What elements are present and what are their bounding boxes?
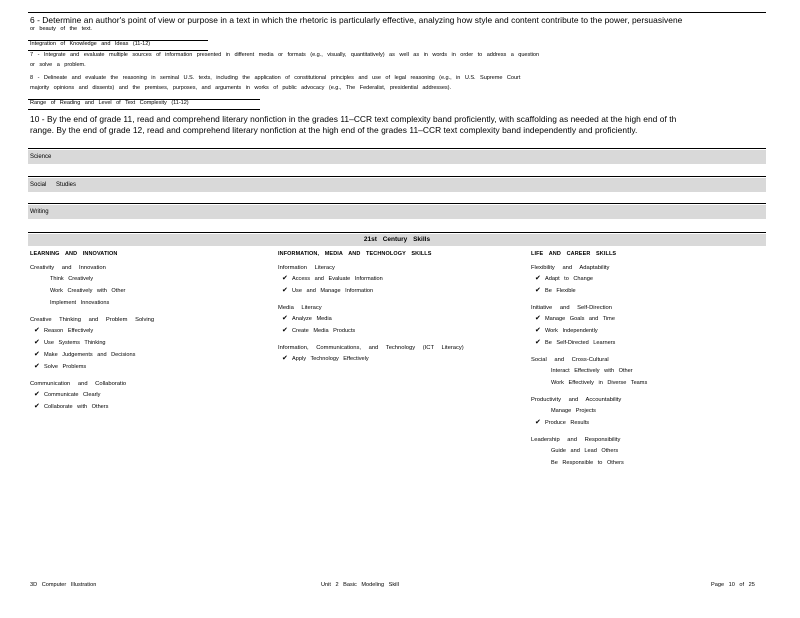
skill-group (278, 263, 518, 297)
check-mark-icon: ✔ (34, 391, 40, 398)
skill-item (30, 325, 270, 337)
skill-item-label: Create Media Products (292, 328, 356, 334)
skill-group (30, 379, 270, 413)
skills-column-heading: LIFE AND CAREER SKILLS (531, 251, 617, 257)
skill-item (278, 313, 518, 325)
skill-item-label: Reason Effectively (44, 328, 94, 334)
skill-item-label: Produce Results (545, 420, 590, 426)
skill-item-label: Be Responsible to Others (551, 460, 624, 466)
skills-column-heading: INFORMATION, MEDIA AND TECHNOLOGY SKILLS (278, 251, 432, 257)
check-mark-icon: ✔ (282, 315, 288, 322)
skill-group (30, 315, 270, 373)
skill-item (30, 389, 270, 401)
skill-item-label: Be Flexible (545, 288, 576, 294)
skill-item (531, 285, 771, 297)
skill-item-label: Collaborate with Others (44, 404, 109, 410)
skill-group-title: Creative Thinking and Problem Solving (30, 317, 155, 323)
check-mark-icon: ✔ (282, 327, 288, 334)
skill-group (531, 263, 771, 297)
skill-group (531, 435, 771, 469)
footer-page-number: Page 10 of 25 (711, 582, 755, 588)
standard-8-line2: majority opinions and dissents) and the premises, purposes, and arguments in works of public advocacy (e.g., The Federalist, presidential addresses). (30, 85, 452, 91)
skills-column-learning (30, 251, 270, 419)
check-mark-icon: ✔ (535, 275, 541, 282)
check-mark-icon: ✔ (34, 327, 40, 334)
skill-group-title: Media Literacy (278, 305, 322, 311)
skills-column-life-career (531, 251, 771, 475)
skill-item-label: Manage Projects (551, 408, 596, 414)
skill-group (30, 263, 270, 309)
skill-item-label: Make Judgements and Decisions (44, 352, 136, 358)
check-mark-icon: ✔ (535, 287, 541, 294)
science-band: Science (28, 150, 766, 164)
skills-title: 21st Century Skills (28, 234, 766, 246)
rule (28, 203, 766, 204)
skills-column-heading: LEARNING AND INNOVATION (30, 251, 118, 257)
skill-item (30, 349, 270, 361)
skill-item (278, 285, 518, 297)
check-mark-icon: ✔ (535, 419, 541, 426)
skill-item-label: Use Systems Thinking (44, 340, 106, 346)
skill-item (30, 285, 270, 297)
standard-10-line1: 10 - By the end of grade 11, read and comprehend literary nonfiction in the grades 11–CCR text complexity band proficiently, with scaffolding as needed at the high end of th (30, 114, 677, 124)
skill-group-title: Productivity and Accountability (531, 397, 622, 403)
skill-group-title: Creativity and Innovation (30, 265, 106, 271)
standard-6-continued: or beauty of the text. (30, 26, 92, 32)
skill-item (30, 337, 270, 349)
skill-item (531, 377, 771, 389)
check-mark-icon: ✔ (282, 287, 288, 294)
writing-band: Writing (28, 205, 766, 219)
skill-group (278, 343, 518, 365)
skill-item-label: Access and Evaluate Information (292, 276, 383, 282)
check-mark-icon: ✔ (34, 403, 40, 410)
rule (28, 109, 260, 110)
skill-item (531, 365, 771, 377)
skill-item (30, 297, 270, 309)
check-mark-icon: ✔ (34, 351, 40, 358)
footer-left: 3D Computer Illustration (30, 582, 97, 588)
skill-item (531, 313, 771, 325)
skill-group (531, 355, 771, 389)
skill-item-label: Communicate Clearly (44, 392, 101, 398)
skill-item-label: Think Creatively (50, 276, 94, 282)
standard-7-line2: or solve a problem. (30, 62, 86, 68)
skills-column-information-media (278, 251, 518, 371)
skill-item (30, 401, 270, 413)
social-studies-band: Social Studies (28, 178, 766, 192)
skill-group-title: Initiative and Self-Direction (531, 305, 612, 311)
skill-item (30, 273, 270, 285)
check-mark-icon: ✔ (535, 339, 541, 346)
skill-item (531, 417, 771, 429)
standard-8-line1: 8 - Delineate and evaluate the reasoning in seminal U.S. texts, including the application of constitutional principles and use of legal reasoning (e.g., in U.S. Supreme Court (30, 75, 521, 81)
skill-item-label: Work Independently (545, 328, 598, 334)
skill-group-title: Flexibility and Adaptability (531, 265, 610, 271)
rule (28, 176, 766, 177)
check-mark-icon: ✔ (282, 355, 288, 362)
standard-7-line1: 7 - Integrate and evaluate multiple sources of information presented in different media or formats (e.g., visually, quantitatively) as well as in words in order to address a question (30, 52, 540, 58)
skill-item (531, 337, 771, 349)
skill-group-title: Communication and Collaboratio (30, 381, 127, 387)
skill-item-label: Analyze Media (292, 316, 332, 322)
skill-item (531, 445, 771, 457)
skill-item-label: Guide and Lead Others (551, 448, 619, 454)
check-mark-icon: ✔ (282, 275, 288, 282)
skill-item-label: Interact Effectively with Other (551, 368, 633, 374)
skill-item (30, 361, 270, 373)
skill-item-label: Implement Innovations (50, 300, 110, 306)
skill-item (531, 405, 771, 417)
check-mark-icon: ✔ (535, 315, 541, 322)
check-mark-icon: ✔ (535, 327, 541, 334)
skill-group-title: Information, Communications, and Technology (ICT Literacy) (278, 345, 464, 351)
rule (28, 148, 766, 149)
rule (28, 232, 766, 233)
skill-item-label: Work Effectively in Diverse Teams (551, 380, 648, 386)
skill-group (531, 395, 771, 429)
skill-group-title: Leadership and Responsibility (531, 437, 621, 443)
standard-6: 6 - Determine an author's point of view or purpose in a text in which the rhetoric is particularly effective, analyzing how style and content contribute to the power, persuasivene (30, 15, 683, 25)
top-rule (28, 12, 766, 13)
skill-item-label: Solve Problems (44, 364, 87, 370)
skill-item-label: Work Creatively with Other (50, 288, 126, 294)
skill-group-title: Information Literacy (278, 265, 335, 271)
skill-item (531, 325, 771, 337)
heading-integration-knowledge: Integration of Knowledge and Ideas (11-12) (30, 41, 151, 47)
rule (28, 50, 208, 51)
skill-item-label: Use and Manage Information (292, 288, 374, 294)
skill-item-label: Be Self-Directed Learners (545, 340, 616, 346)
skill-item-label: Apply Technology Effectively (292, 356, 369, 362)
skill-group-title: Social and Cross-Cultural (531, 357, 609, 363)
skill-item (278, 273, 518, 285)
footer-center: Unit 2 Basic Modeling Skill (321, 582, 399, 588)
skill-item (531, 273, 771, 285)
skill-item-label: Adapt to Change (545, 276, 593, 282)
skill-item (531, 457, 771, 469)
skill-group (531, 303, 771, 349)
skill-item-label: Manage Goals and Time (545, 316, 615, 322)
skill-item (278, 353, 518, 365)
check-mark-icon: ✔ (34, 339, 40, 346)
skill-item (278, 325, 518, 337)
heading-range-reading: Range of Reading and Level of Text Complexity (11-12) (30, 100, 189, 106)
check-mark-icon: ✔ (34, 363, 40, 370)
standard-10-line2: range. By the end of grade 12, read and comprehend literary nonfiction at the high end of the grades 11–CCR text complexity band independently and proficiently. (30, 125, 638, 135)
skill-group (278, 303, 518, 337)
